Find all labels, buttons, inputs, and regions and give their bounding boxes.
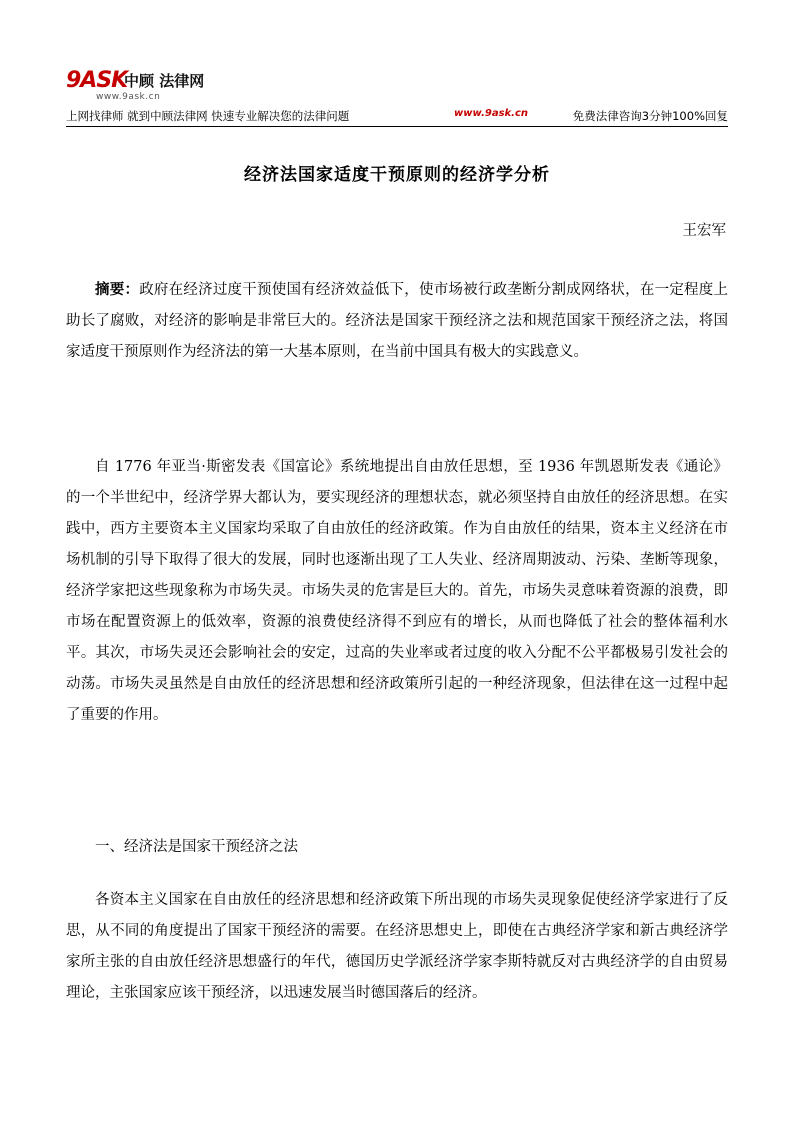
document-title: 经济法国家适度干预原则的经济学分析 [244,165,550,185]
logo-url: www.9ask.cn [96,92,161,102]
site-logo[interactable] [66,62,728,106]
abstract-text: 政府在经济过度干预使国有经济效益低下，使市场被行政垄断分割成网络状，在一定程度上助长了腐败，对经济的影响是非常巨大的。经济法是国家干预经济之法和规范国家干预经济之法，将国家适度干预原则作为经济法的第一大基本原则，在当前中国具有极大的实践意义。 [66,282,729,360]
abstract-label: 摘要： [95,281,140,298]
logo-name: 中顾 法律网 [124,72,205,90]
section-heading-1: 一、经济法是国家干预经济之法 [95,839,298,855]
body-paragraph-1: 自 1776 年亚当·斯密发表《国富论》系统地提出自由放任思想，至 1936 年凯恩斯发表《通论》的一个半世纪中，经济学界大都认为，要实现经济的理想状态，就必须坚持自由放任的经济思想。在实践中，西方主要资本主义国家均采取了自由放任的经济政策。作为自由放任的结果，资本主义经济在市场机制的引导下取得了很大的发展，同时也逐渐出现了工人失业、经济周期波动、污染、垄断等现象，经济学家把这些现象称为市场失灵。市场失灵的危害是巨大的。首先，市场失灵意味着资源的浪费，即市场在配置资源上的低效率，资源的浪费使经济得不到应有的增长，从而也降低了社会的整体福利水平。其次，市场失灵还会影响社会的安定，过高的失业率或者过度的收入分配不公平都极易引发社会的动荡。市场失灵虽然是自由放任的经济思想和经济政策所引起的一种经济现象，但法律在这一过程中起了重要的作用。 [66,459,728,723]
header-bar [66,108,728,127]
document-author: 王宏军 [682,223,726,239]
abstract-paragraph [66,274,728,368]
header-service-text: 免费法律咨询3分钟100%回复 [572,109,728,123]
header-site-link[interactable]: www.9ask.cn [454,108,529,119]
page-header [66,62,728,123]
body-paragraph-2: 各资本主义国家在自由放任的经济思想和经济政策下所出现的市场失灵现象促使经济学家进行了反思，从不同的角度提出了国家干预经济的需要。在经济思想史上，即使在古典经济学家和新古典经济学家所主张的自由放任经济思想盛行的年代，德国历史学派经济学家李斯特就反对古典经济学的自由贸易理论，主张国家应该干预经济，以迅速发展当时德国落后的经济。 [66,892,728,1001]
header-slogan: 上网找律师 就到中顾法律网 快速专业解决您的法律问题 [66,109,350,123]
logo-mark: 9ASK [66,68,128,93]
